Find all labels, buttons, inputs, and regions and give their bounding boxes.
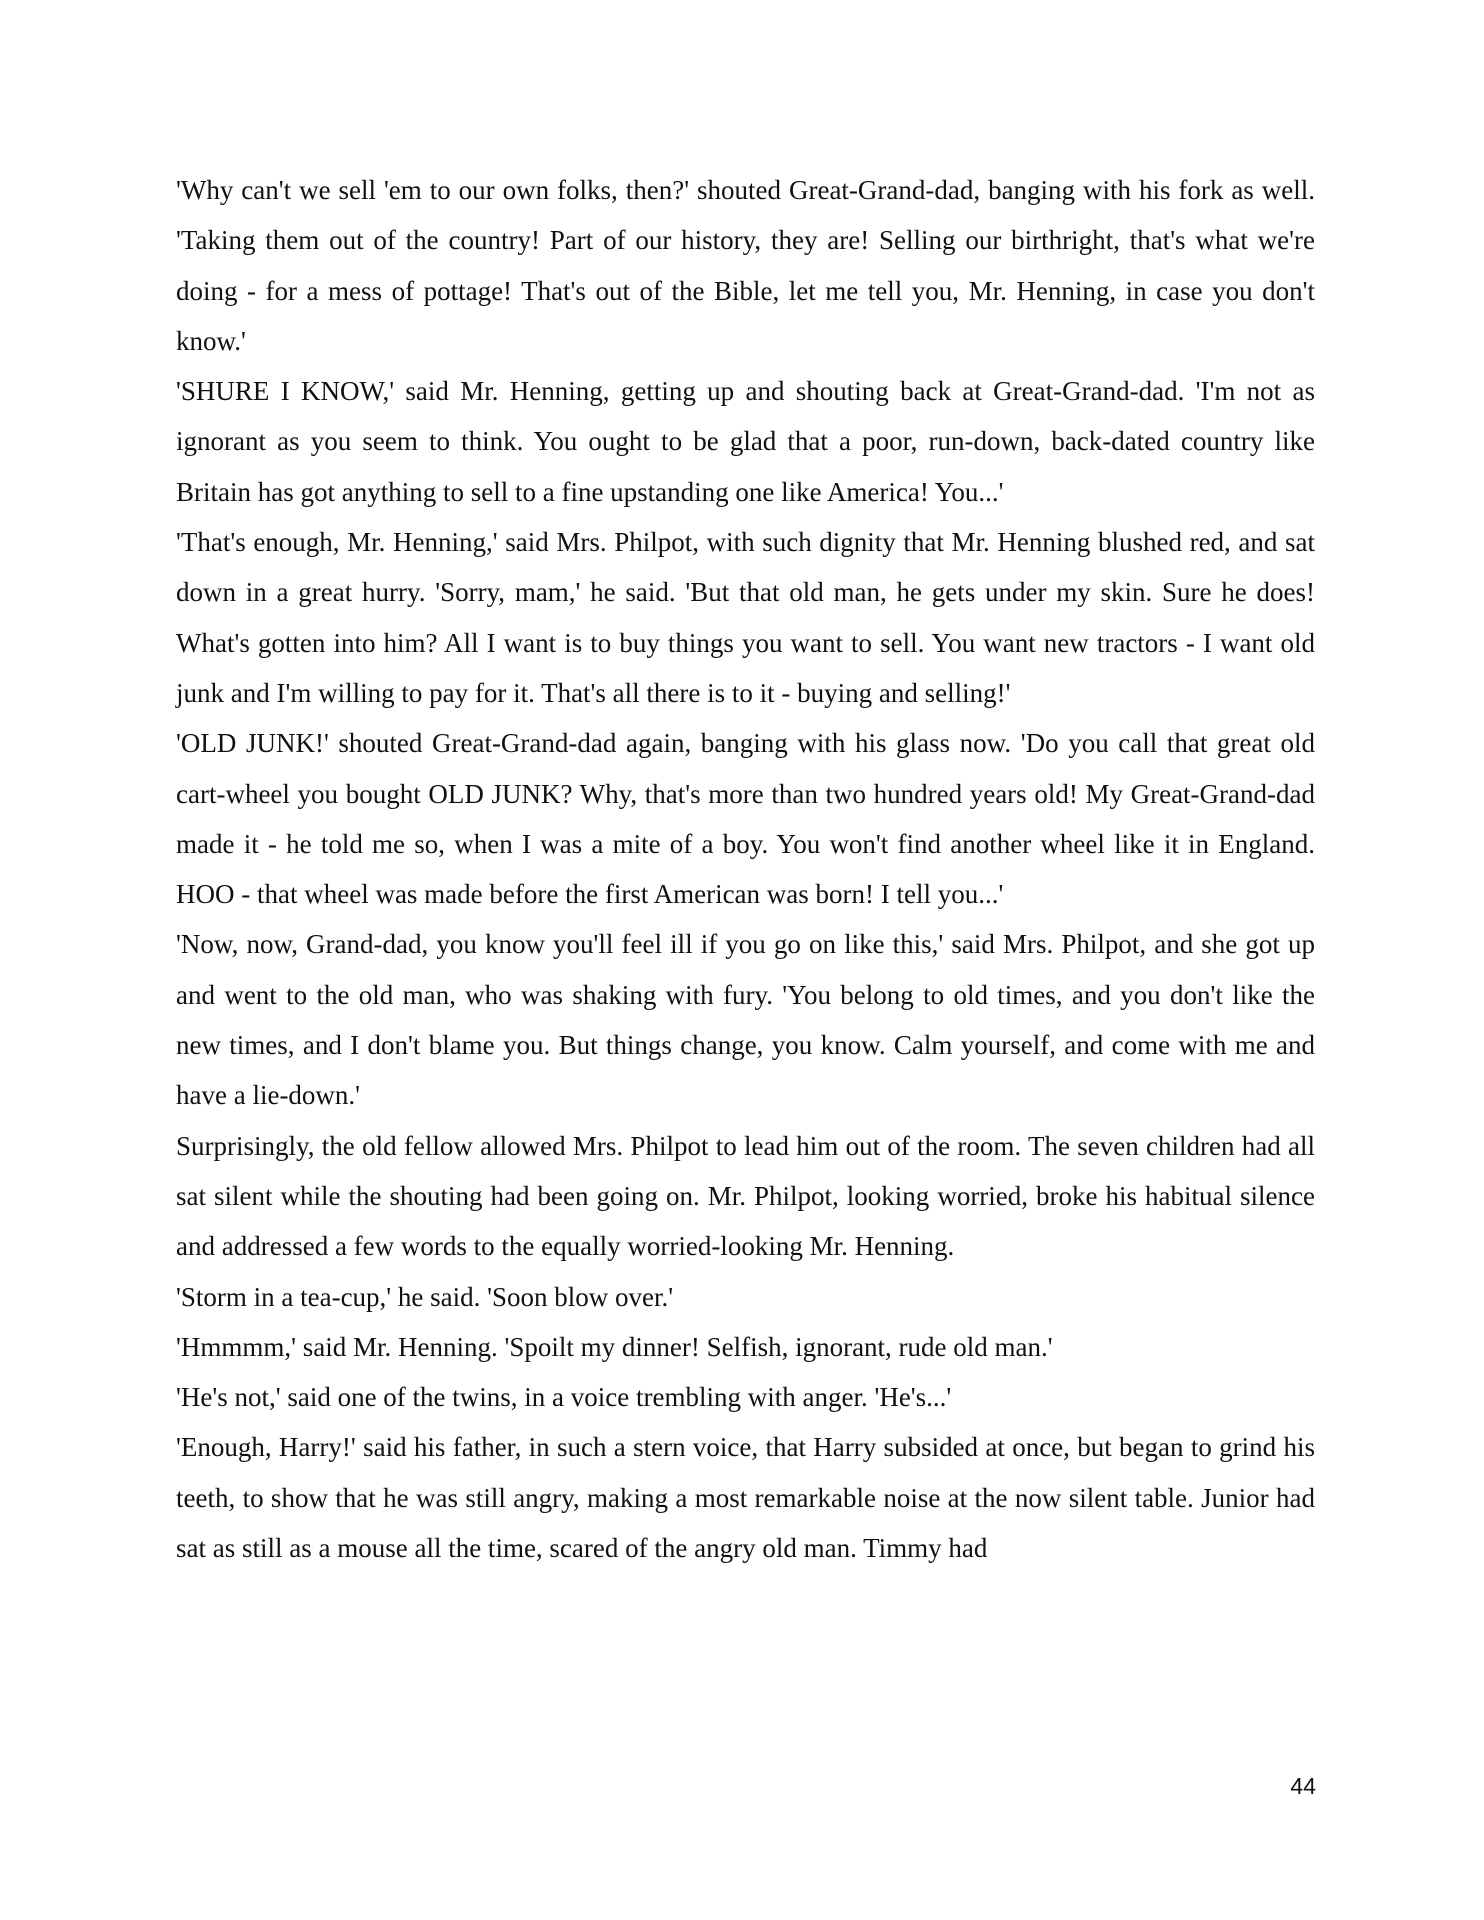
paragraph: 'Hmmmm,' said Mr. Henning. 'Spoilt my dinner! Selfish, ignorant, rude old man.' (176, 1331, 1053, 1362)
body-text (176, 165, 1315, 1573)
paragraph: 'SHURE I KNOW,' said Mr. Henning, getting up and shouting back at Great-Grand-dad. 'I'm not as ignorant as you seem to think. You ought to be glad that a poor, run-down, back-dated country like Britain has got anything to sell to a fine upstanding one like America! You...' (176, 376, 1315, 507)
paragraph: Surprisingly, the old fellow allowed Mrs. Philpot to lead him out of the room. The seven children had all sat silent while the shouting had been going on. Mr. Philpot, looking worried, broke his habitual silence and addressed a few words to the equally worried-looking Mr. Henning. (176, 1130, 1315, 1262)
paragraph: 'Why can't we sell 'em to our own folks, then?' shouted Great-Grand-dad, banging with his fork as well. 'Taking them out of the country! Part of our history, they are! Selling our birthright, that's what we're doing - for a mess of pottage! That's out of the Bible, let me tell you, Mr. Henning, in case you don't know.' (176, 175, 1315, 356)
paragraph: 'Now, now, Grand-dad, you know you'll feel ill if you go on like this,' said Mrs. Philpot, and she got up and went to the old man, who was shaking with fury. 'You belong to old times, and you don't like the new times, and I don't blame you. But things change, you know. Calm yourself, and come with me and have a lie-down.' (176, 929, 1315, 1111)
page-number: 44 (1290, 1773, 1316, 1799)
paragraph: 'Enough, Harry!' said his father, in such a stern voice, that Harry subsided at once, but began to grind his teeth, to show that he was still angry, making a most remarkable noise at the now silent table. Junior had sat as still as a mouse all the time, scared of the angry old man. Timmy had (176, 1432, 1315, 1564)
paragraph: 'OLD JUNK!' shouted Great-Grand-dad again, banging with his glass now. 'Do you call that great old cart-wheel you bought OLD JUNK? Why, that's more than two hundred years old! My Great-Grand-dad made it - he told me so, when I was a mite of a boy. You won't find another wheel like it in England. HOO - that wheel was made before the first American was born! I tell you...' (176, 728, 1315, 910)
paragraph: 'He's not,' said one of the twins, in a voice trembling with anger. 'He's...' (176, 1382, 952, 1413)
paragraph: 'Storm in a tea-cup,' he said. 'Soon blow over.' (176, 1281, 674, 1312)
paragraph: 'That's enough, Mr. Henning,' said Mrs. Philpot, with such dignity that Mr. Henning blushed red, and sat down in a great hurry. 'Sorry, mam,' he said. 'But that old man, he gets under my skin. Sure he does! What's gotten into him? All I want is to buy things you want to sell. You want new tractors - I want old junk and I'm willing to pay for it. That's all there is to it - buying and selling!' (176, 527, 1315, 708)
